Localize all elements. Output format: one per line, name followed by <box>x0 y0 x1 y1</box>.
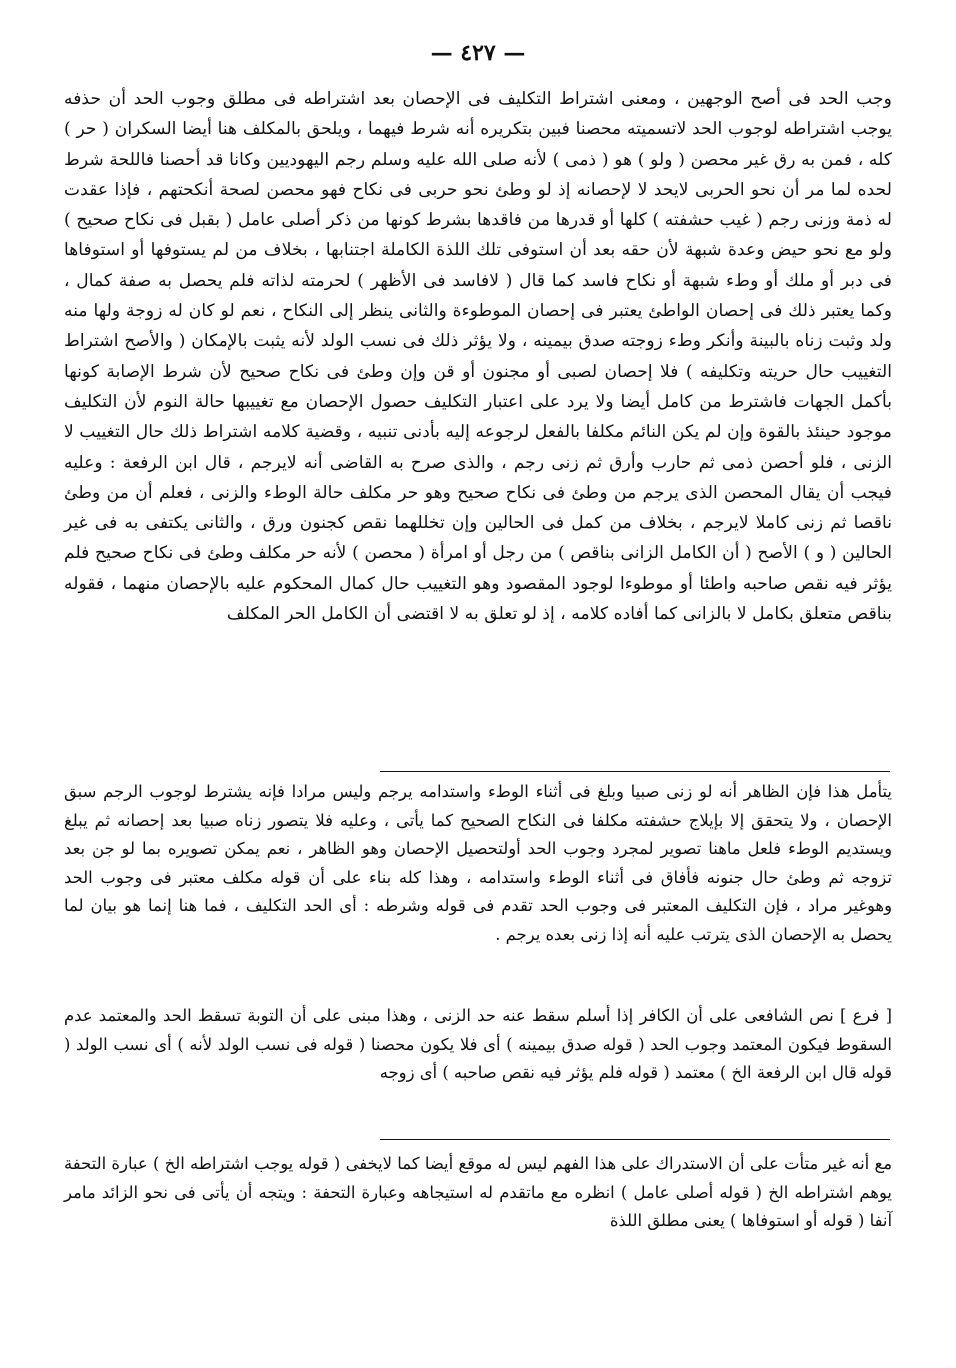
footnote-3: مع أنه غير متأت على أن الاستدراك على هذا الفهم ليس له موقع أيضا كما لايخفى ( قوله يوجب اشتراطه الخ ) عبارة التحفة يوهم اشتراطه الخ ( قوله أصلى عامل ) انظره مع ماتقدم له استيجاهه وعبارة التحفة : ويتجه أن يأتى فى نحو الزائد مامر آنفا ( قوله أو استوفاها ) يعنى مطلق اللذة <box>64 1154 892 1231</box>
footnote-1: يتأمل هذا فإن الظاهر أنه لو زنى صبيا وبلغ فى أثناء الوطء واستدامه يرجم وليس مرادا فإنه يشترط لوجوب الرجم سبق الإحصان ، ولا يتحقق إلا بإيلاج حشفته مكلفا فى النكاح الصحيح كما يأتى ، وعليه فلا يتصور زناه صبيا بعد إحصانه ثم يبلغ ويستديم الوطء فلعل ماهنا تصوير لمجرد وجوب الحد أولتحصيل الإحصان وهو الظاهر ، نعم يمكن تصويره بما لو جن بعد تزوجه ثم وطئ حال جنونه فأفاق فى أثناء الوطء واستدامه ، وهذا كله بناء على أن قوله مكلف معتبر فى وجوب الحد وهوغير مراد ، فإن التكليف المعتبر فى وجوب الحد تقدم فى قوله وشرطه : أى الحد التكليف ، فما هنا إنما هو بيان لما يحصل به الإحصان الذى يترتب عليه أنه إذا زنى بعده يرجم . <box>64 782 892 944</box>
footnote-divider <box>380 771 890 772</box>
main-text: وجب الحد فى أصح الوجهين ، ومعنى اشتراط التكليف فى الإحصان بعد اشتراطه فى مطلق وجوب الحد أن حذفه يوجب اشتراطه لوجوب الحد لاتسميته محصنا فبين بتكريره أنه شرط فيهما ، ويلحق بالمكلف هنا أيضا السكران ( حر ) كله ، فمن به رق غير محصن ( ولو ) هو ( ذمى ) لأنه صلى الله عليه وسلم رجم اليهوديين وكانا قد أحصنا فاللحة شرط لحده لما مر أن نحو الحربى لايحد لا لإحصانه إذ لو وطئ نحو حربى فى نكاح فهو محصن لصحة أنكحتهم ، فإذا عقدت له ذمة وزنى رجم ( غيب حشفته ) كلها أو قدرها من فاقدها بشرط كونها من ذكر أصلى عامل ( بقبل فى نكاح صحيح ) ولو مع نحو حيض وعدة شبهة لأن حقه بعد أن استوفى تلك اللذة الكاملة اجتنابها ، بخلاف من لم يستوفها أو استوفاها فى دبر أو ملك أو وطء شبهة أو نكاح فاسد كما قال ( لافاسد فى الأظهر ) لحرمته لذاته فلم يحصل به صفة كمال ، وكما يعتبر ذلك فى إحصان الواطئ يعتبر فى إحصان الموطوءة والثانى ينظر إلى النكاح ، نعم لو كان له زوجة ولها منه ولد وثبت زناه بالبينة وأنكر وطء زوجته صدق بيمينه ، ولا يؤثر ذلك فى نسب الولد لأنه يثبت بالإمكان ( والأصح اشتراط التغييب حال حريته وتكليفه ) فلا إحصان لصبى أو مجنون أو قن وإن وطئ فى نكاح صحيح لأن شرط الإصابة كونها بأكمل الجهات فاشترط من كامل أيضا ولا يرد على اعتبار التكليف حصول الإحصان مع تغييبها حالة النوم لأن التكليف موجود حينئذ بالقوة وإن لم يكن النائم مكلفا بالفعل لرجوعه إليه بأدنى تنبيه ، وقضية كلامه اشتراط ذلك حال التغييب لا الزنى ، فلو أحصن ذمى ثم حارب وأرق ثم زنى رجم ، والذى صرح به القاضى أنه لايرجم ، قال ابن الرفعة : وعليه فيجب أن يقال المحصن الذى يرجم من وطئ فى نكاح صحيح وهو حر مكلف حالة الوطء والزنى ، فعلم أن من وطئ ناقصا ثم زنى كاملا لايرجم ، بخلاف من كمل فى الحالين وإن تخللهما نقص كجنون ورق ، والثانى يكتفى به فى غير الحالين ( و ) الأصح ( أن الكامل الزانى بناقص ) من رجل أو امرأة ( محصن ) لأنه حر مكلف وطئ فى نكاح صحيح فلم يؤثر فيه نقص صاحبه واطئا أو موطوءا لوجود المقصود وهو التغييب حال كمال المحكوم عليه بالإحصان منهما ، فقوله بناقص متعلق بكامل لا بالزانى كما أفاده كلامه ، إذ لو تعلق به لا اقتضى أن الكامل الحر المكلف <box>64 89 892 625</box>
second-footnote-divider <box>380 1139 890 1140</box>
page-number: — ٤٢٧ — <box>430 40 526 66</box>
footnote-2: [ فرع ] نص الشافعى على أن الكافر إذا أسلم سقط عنه حد الزنى ، وهذا مبنى على أن التوبة تسقط الحد والمعتمد عدم السقوط فيكون المعتمد وجوب الحد ( قوله صدق بيمينه ) أى فلا يكون محصنا ( قوله فى نسب الولد لأنه ) أى نسب الولد ( قوله قال ابن الرفعة الخ ) معتمد ( قوله فلم يؤثر فيه نقص صاحبه ) أى زوجه <box>64 1006 892 1083</box>
